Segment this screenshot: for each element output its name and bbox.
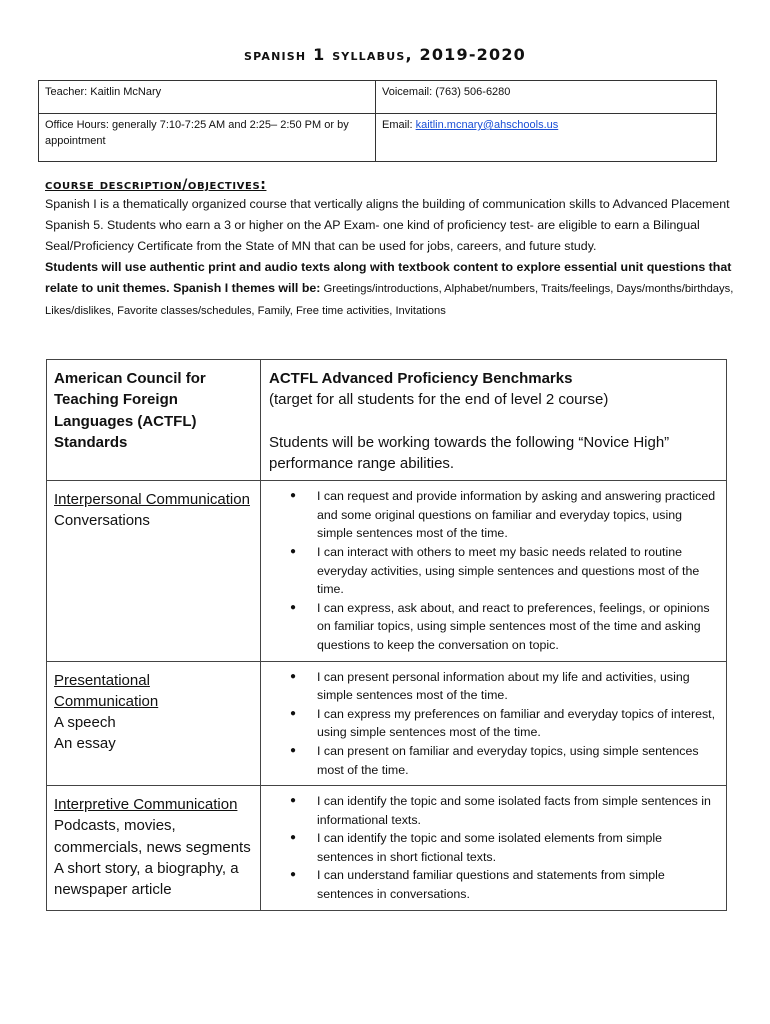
standards-table: [46, 359, 727, 911]
benchmark-item: ● I can present personal information about my life and activities, using simple sentences most of the time.: [317, 668, 718, 705]
office-hours: Office Hours: generally 7:10-7:25 AM and 2:25– 2:50 PM or by appointment: [39, 114, 376, 162]
benchmarks-subtitle: (target for all students for the end of level 2 course): [269, 391, 609, 409]
mode-example: A speech: [54, 714, 116, 732]
benchmarks-cell: [261, 481, 727, 661]
course-description: [45, 176, 735, 322]
description-bold-text: Students will use authentic print and audio texts along with textbook content to explore essential unit questions that relate to unit themes. Spanish I themes will be:: [45, 260, 732, 295]
benchmark-item: ● I can request and provide information by asking and answering practiced and some original questions on familiar and everyday topics, using simple sentences most of the time.: [317, 487, 718, 543]
standards-row-interpersonal: [47, 481, 727, 661]
standards-row-interpretive: [47, 786, 727, 911]
benchmark-item: ● I can present on familiar and everyday topics, using simple sentences most of the time.: [317, 742, 718, 779]
mode-cell: [47, 481, 261, 661]
standards-header-left: American Council for Teaching Foreign Languages (ACTFL) Standards: [47, 360, 261, 481]
benchmark-item: ● I can interact with others to meet my basic needs related to routine everyday activities, using simple sentences and questions most of the time.: [317, 543, 718, 599]
mode-title: Presentational Communication: [54, 671, 159, 710]
email-link[interactable]: kaitlin.mcnary@ahschools.us: [415, 119, 559, 131]
standards-header-right: [261, 360, 727, 481]
teacher-info-table: [38, 80, 717, 162]
mode-example: Podcasts, movies, commercials, news segments: [54, 817, 251, 856]
voicemail: Voicemail: (763) 506-6280: [376, 81, 717, 114]
benchmark-item: ● I can express, ask about, and react to preferences, feelings, or opinions on familiar topics, using simple sentences most of the time and asking questions to keep the conversation on topic.: [317, 599, 718, 655]
benchmarks-title: ACTFL Advanced Proficiency Benchmarks: [269, 370, 573, 387]
benchmark-item: ● I can identify the topic and some isolated elements from simple sentences in short fictional texts.: [317, 829, 718, 866]
document-title: spanish 1 syllabus, 2019-2020: [244, 45, 526, 64]
mode-example: A short story, a biography, a newspaper article: [54, 859, 239, 899]
mode-example: An essay: [54, 735, 116, 753]
description-paragraph: Spanish I is a thematically organized course that vertically aligns the building of communication skills to Advanced Placement Spanish 5. Students who earn a 3 or higher on the AP Exam- one kind of proficiency test- are eligible to earn a Bilingual Seal/Proficiency Certificate from the State of MN that can be used for jobs, careers, and future study.: [45, 197, 730, 253]
description-themes: Greetings/introductions, Alphabet/numbers, Traits/feelings, Days/months/birthdays, Likes/dislikes, Favorite classes/schedules, Family, Free time activities, Invitations: [45, 283, 734, 317]
description-heading: course description/objectives:: [45, 177, 267, 193]
mode-example: Conversations: [54, 512, 150, 530]
benchmarks-cell: [261, 661, 727, 786]
benchmark-item: ● I can understand familiar questions and statements from simple sentences in conversations.: [317, 866, 718, 903]
teacher-name: Teacher: Kaitlin McNary: [39, 81, 376, 114]
standards-header-row: [47, 360, 727, 481]
standards-row-presentational: [47, 661, 727, 786]
benchmark-item: ● I can express my preferences on familiar and everyday topics of interest, using simple sentences most of the time.: [317, 705, 718, 742]
mode-title: Interpersonal Communication: [54, 491, 250, 509]
email-cell: [376, 114, 717, 162]
mode-cell: [47, 661, 261, 786]
email-label: Email:: [382, 119, 416, 131]
mode-cell: [47, 786, 261, 911]
mode-title: Interpretive Communication: [54, 796, 238, 814]
benchmarks-note: Students will be working towards the following “Novice High” performance range abilities.: [269, 433, 670, 472]
benchmark-item: ● I can identify the topic and some isolated facts from simple sentences in informational texts.: [317, 792, 718, 829]
benchmarks-cell: [261, 786, 727, 911]
